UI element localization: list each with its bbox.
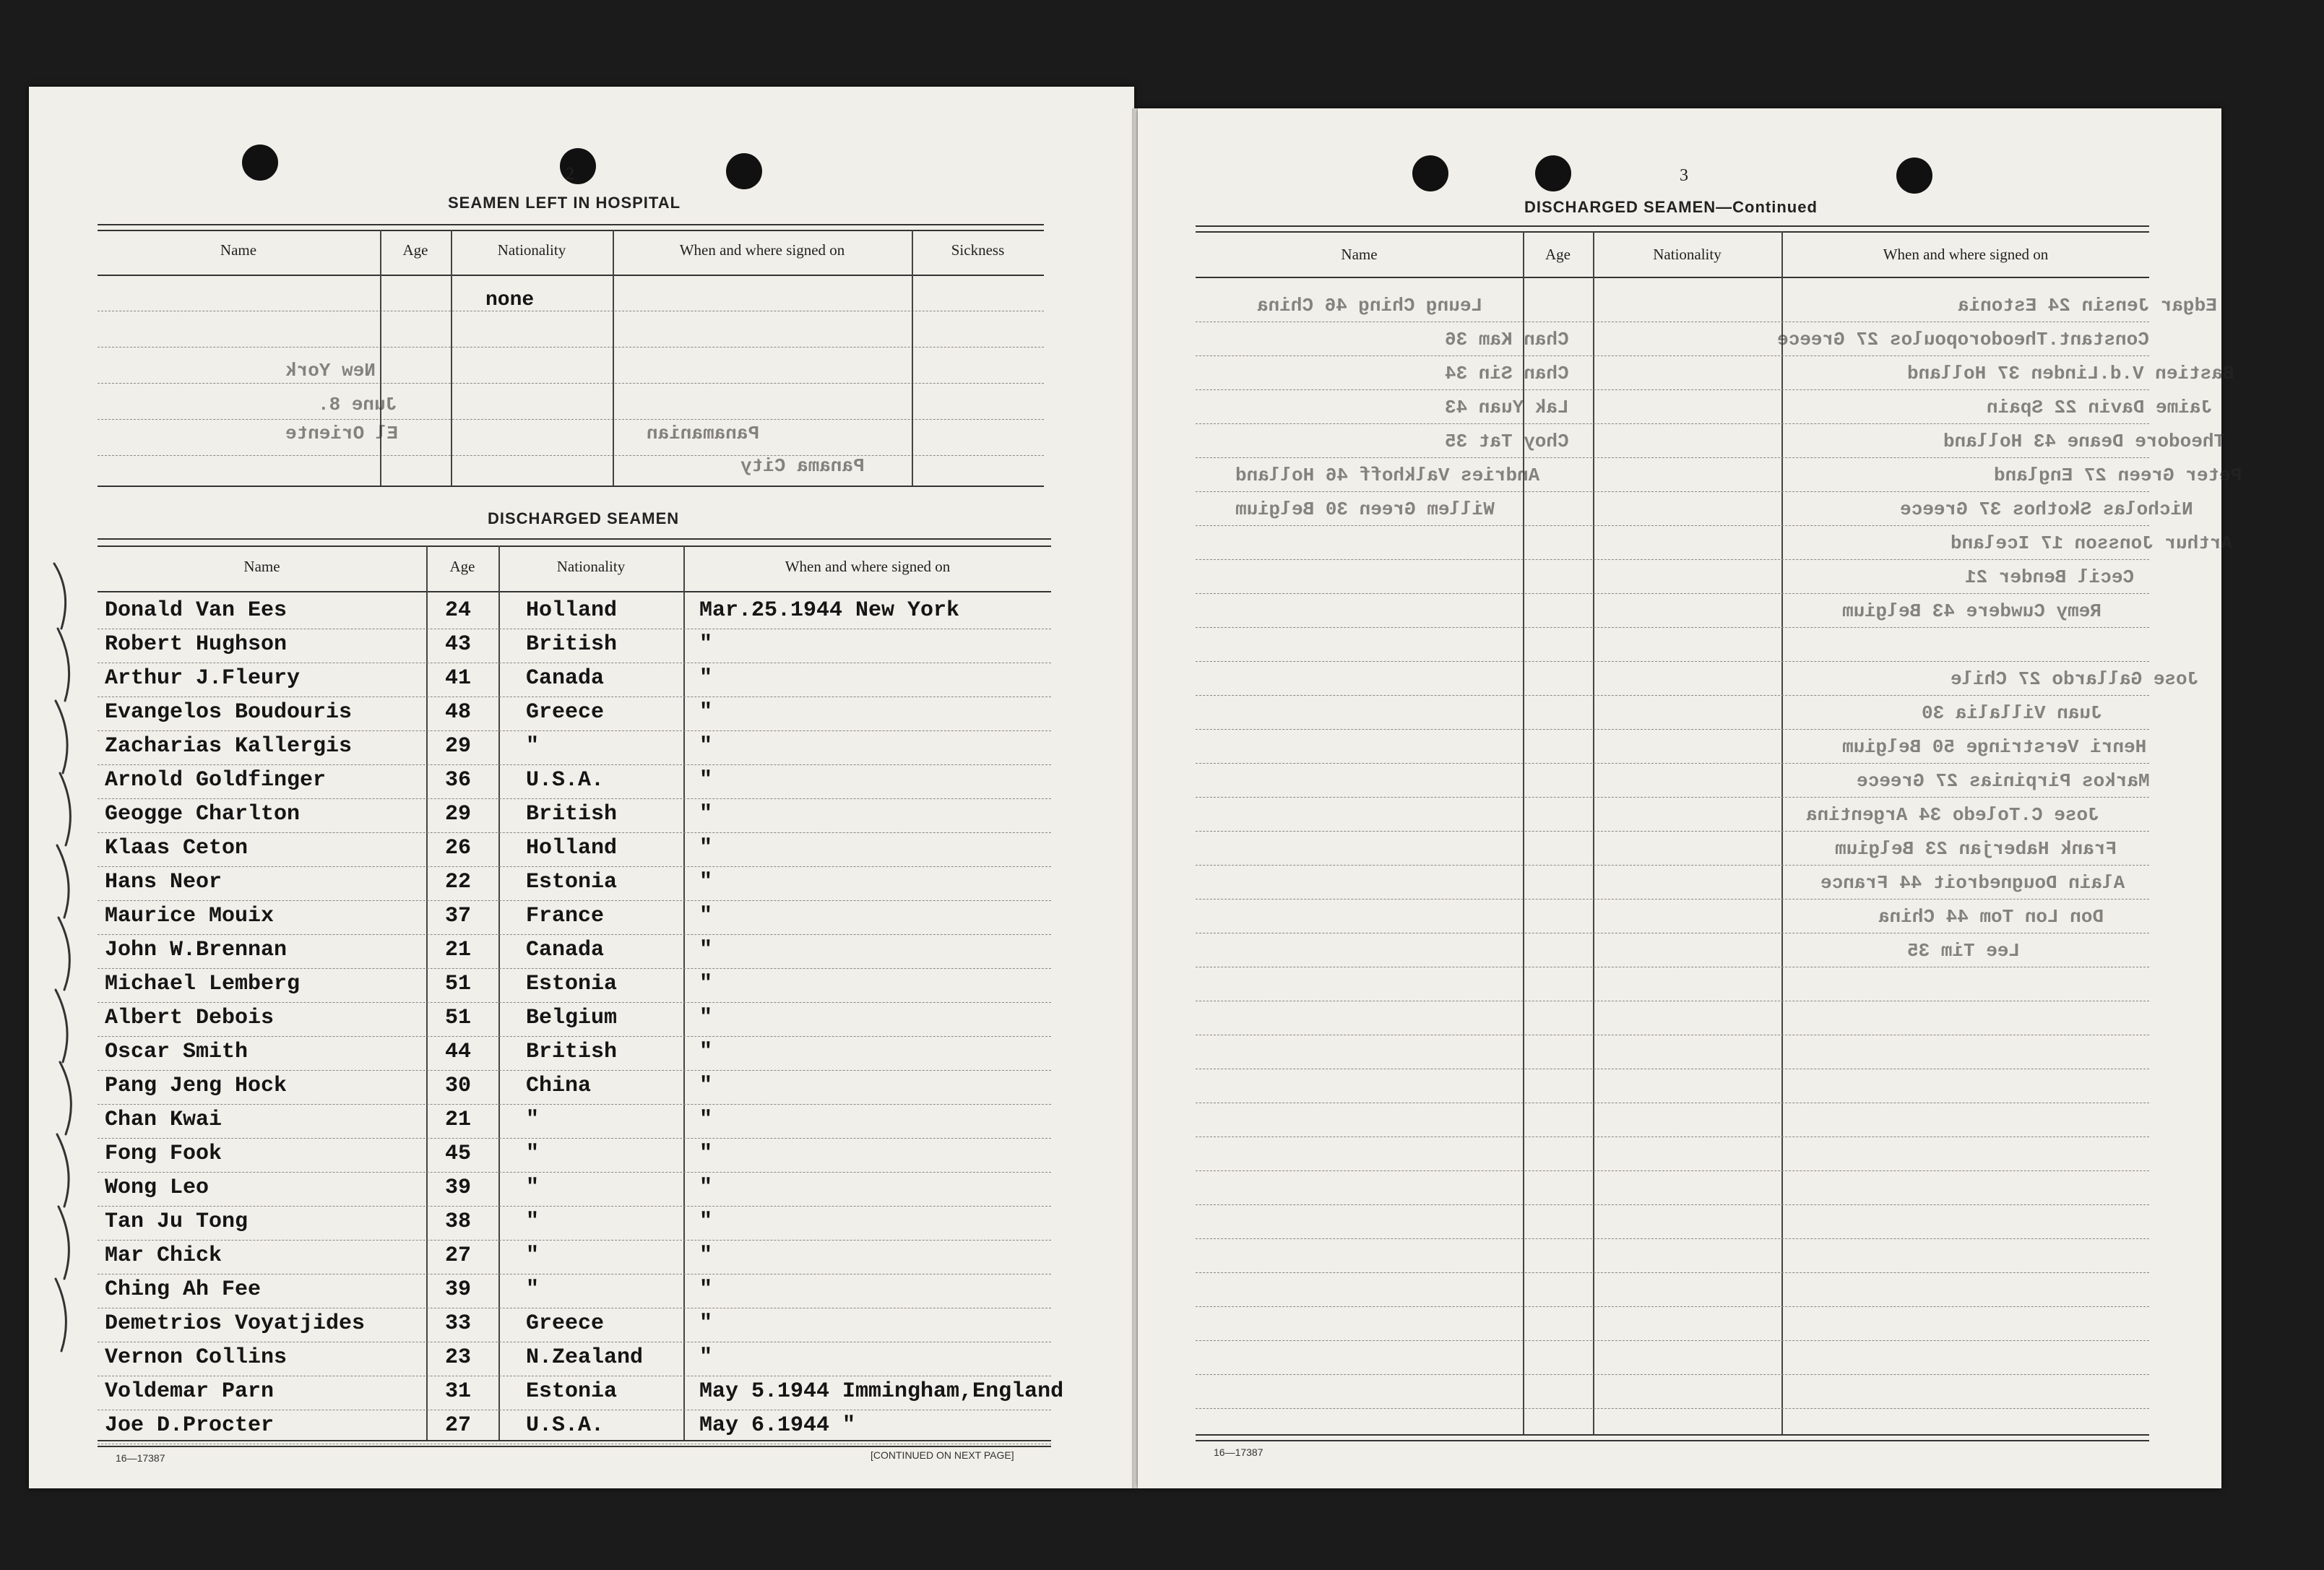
table-cell-age: 27 bbox=[445, 1413, 472, 1438]
offset-print: Constant.Theodoropoulos 27 Greece bbox=[1777, 329, 2149, 350]
table-cell-age: 38 bbox=[445, 1209, 472, 1234]
row-rule bbox=[1196, 1170, 2149, 1171]
table-cell-nationality: Estonia bbox=[526, 1379, 618, 1404]
table-cell-signed-on: " bbox=[699, 734, 713, 759]
offset-print: Andries Valkhoff 46 Holland bbox=[1235, 465, 1540, 486]
offset-print: Chan Sin 34 bbox=[1445, 363, 1569, 384]
hospital-heading: SEAMEN LEFT IN HOSPITAL bbox=[448, 194, 681, 212]
discharged-heading: DISCHARGED SEAMEN bbox=[488, 509, 680, 527]
table-cell-signed-on: May 5.1944 Immingham,England bbox=[699, 1379, 1064, 1404]
table-cell-name: Wong Leo bbox=[105, 1176, 209, 1200]
table-cell-signed-on: " bbox=[699, 1176, 713, 1200]
offset-print: Peter Green 27 England bbox=[1994, 465, 2242, 486]
table-cell-nationality: " bbox=[526, 1176, 540, 1200]
table-cell-name: Geogge Charlton bbox=[105, 802, 301, 827]
row-rule bbox=[1196, 763, 2149, 764]
table-cell-nationality: Greece bbox=[526, 700, 605, 725]
row-rule bbox=[1196, 627, 2149, 628]
col-name: Name bbox=[243, 558, 280, 575]
table-cell-age: 27 bbox=[445, 1243, 472, 1268]
row-rule bbox=[98, 1036, 1051, 1037]
col-nationality: Nationality bbox=[556, 558, 626, 575]
offset-print: June 8. bbox=[318, 394, 397, 415]
table-cell-age: 30 bbox=[445, 1074, 472, 1098]
col-name: Name bbox=[220, 241, 257, 259]
row-rule bbox=[98, 900, 1051, 901]
row-rule bbox=[98, 1104, 1051, 1105]
row-rule bbox=[98, 1138, 1051, 1139]
table-cell-age: 21 bbox=[445, 938, 472, 962]
table-cell-age: 44 bbox=[445, 1040, 472, 1064]
table-cell-age: 24 bbox=[445, 598, 472, 623]
table-cell-name: Arthur J.Fleury bbox=[105, 666, 301, 691]
row-rule bbox=[1196, 729, 2149, 730]
margin-tally-marks bbox=[40, 549, 126, 1387]
row-rule bbox=[1196, 695, 2149, 696]
row-rule bbox=[1196, 1374, 2149, 1375]
offset-print: Markos Pirpinias 27 Greece bbox=[1857, 770, 2150, 792]
table-cell-nationality: Holland bbox=[526, 836, 618, 861]
row-rule bbox=[98, 1240, 1051, 1241]
row-rule bbox=[1196, 831, 2149, 832]
row-rule bbox=[98, 832, 1051, 833]
table-cell-nationality: British bbox=[526, 1040, 618, 1064]
row-rule bbox=[98, 1070, 1051, 1071]
table-cell-name: Voldemar Parn bbox=[105, 1379, 275, 1404]
col-signed-on: When and where signed on bbox=[785, 558, 951, 575]
table-cell-signed-on: " bbox=[699, 802, 713, 827]
row-rule bbox=[1196, 355, 2149, 356]
row-rule bbox=[1196, 661, 2149, 662]
table-cell-age: 51 bbox=[445, 972, 472, 996]
table-cell-name: Mar Chick bbox=[105, 1243, 223, 1268]
table-cell-age: 21 bbox=[445, 1108, 472, 1132]
table-cell-nationality: " bbox=[526, 1277, 540, 1302]
table-cell-age: 36 bbox=[445, 768, 472, 793]
form-code: 16—17387 bbox=[1214, 1446, 1263, 1458]
table-cell-signed-on: " bbox=[699, 1277, 713, 1302]
row-rule bbox=[98, 696, 1051, 697]
col-age: Age bbox=[449, 558, 475, 575]
table-cell-signed-on: " bbox=[699, 836, 713, 861]
table-cell-signed-on: " bbox=[699, 700, 713, 725]
offset-print: Alain Dougnedroit 44 France bbox=[1820, 872, 2125, 894]
offset-print: Jose C.Toledo 34 Argentina bbox=[1806, 804, 2099, 826]
offset-print: Arthur Jonsson 17 Iceland bbox=[1951, 532, 2233, 554]
row-rule bbox=[98, 730, 1051, 731]
col-sickness: Sickness bbox=[951, 241, 1005, 259]
row-rule bbox=[98, 1172, 1051, 1173]
table-cell-signed-on: Mar.25.1944 New York bbox=[699, 598, 960, 623]
offset-print: Henri Verstringe 50 Belgium bbox=[1842, 736, 2147, 758]
row-rule bbox=[1196, 1272, 2149, 1273]
punch-hole bbox=[726, 153, 762, 189]
offset-print: Nicholas Skothos 37 Greece bbox=[1900, 499, 2193, 520]
offset-print: Choy Tat 35 bbox=[1445, 431, 1569, 452]
table-cell-nationality: Canada bbox=[526, 666, 605, 691]
table-cell-age: 39 bbox=[445, 1176, 472, 1200]
row-rule bbox=[1196, 1136, 2149, 1137]
offset-print: Jose Gallardo 27 Chile bbox=[1951, 668, 2199, 690]
row-rule bbox=[1196, 389, 2149, 390]
table-cell-signed-on: " bbox=[699, 938, 713, 962]
table-cell-age: 43 bbox=[445, 632, 472, 657]
table-cell-nationality: N.Zealand bbox=[526, 1345, 644, 1370]
punch-hole bbox=[1535, 155, 1571, 191]
col-nationality: Nationality bbox=[1653, 246, 1722, 263]
table-cell-age: 23 bbox=[445, 1345, 472, 1370]
table-cell-signed-on: " bbox=[699, 1311, 713, 1336]
row-rule bbox=[98, 934, 1051, 935]
offset-print: Theodore Deane 43 Holland bbox=[1943, 431, 2226, 452]
col-age: Age bbox=[402, 241, 428, 259]
offset-print: New York bbox=[285, 360, 376, 381]
table-cell-name: Joe D.Procter bbox=[105, 1413, 275, 1438]
row-rule bbox=[1196, 1306, 2149, 1307]
table-cell-signed-on: " bbox=[699, 1209, 713, 1234]
table-cell-name: Ching Ah Fee bbox=[105, 1277, 262, 1302]
page-number: 2 bbox=[566, 165, 574, 184]
row-rule bbox=[98, 764, 1051, 765]
table-cell-age: 31 bbox=[445, 1379, 472, 1404]
table-cell-name: Evangelos Boudouris bbox=[105, 700, 353, 725]
table-cell-age: 48 bbox=[445, 700, 472, 725]
table-cell-age: 51 bbox=[445, 1006, 472, 1030]
table-cell-age: 39 bbox=[445, 1277, 472, 1302]
table-cell-name: Fong Fook bbox=[105, 1142, 223, 1166]
offset-print: El Oriente bbox=[285, 423, 399, 444]
table-cell-nationality: Greece bbox=[526, 1311, 605, 1336]
offset-print: Edgar Jensin 24 Estonia bbox=[1958, 295, 2217, 316]
offset-print: Jaime Davin 22 Spain bbox=[1987, 397, 2213, 418]
col-signed-on: When and where signed on bbox=[679, 241, 845, 259]
page-number: 3 bbox=[1680, 166, 1688, 185]
table-cell-age: 37 bbox=[445, 904, 472, 928]
table-cell-name: Vernon Collins bbox=[105, 1345, 288, 1370]
row-rule bbox=[1196, 423, 2149, 424]
table-cell-name: Demetrios Voyatjides bbox=[105, 1311, 366, 1336]
row-rule bbox=[98, 798, 1051, 799]
table-cell-name: Tan Ju Tong bbox=[105, 1209, 249, 1234]
table-cell-name: Oscar Smith bbox=[105, 1040, 249, 1064]
table-cell-nationality: Canada bbox=[526, 938, 605, 962]
col-age: Age bbox=[1545, 246, 1571, 263]
table-cell-name: Robert Hughson bbox=[105, 632, 288, 657]
row-rule bbox=[1196, 457, 2149, 458]
table-cell-nationality: France bbox=[526, 904, 605, 928]
offset-print: Lak Yuan 43 bbox=[1445, 397, 1569, 418]
table-cell-name: Maurice Mouix bbox=[105, 904, 275, 928]
table-cell-name: Albert Debois bbox=[105, 1006, 275, 1030]
table-cell-name: Klaas Ceton bbox=[105, 836, 249, 861]
table-cell-signed-on: " bbox=[699, 1006, 713, 1030]
table-cell-name: Michael Lemberg bbox=[105, 972, 301, 996]
form-code: 16—17387 bbox=[116, 1452, 165, 1464]
col-name: Name bbox=[1341, 246, 1378, 263]
table-cell-signed-on: " bbox=[699, 904, 713, 928]
offset-print: Frank Haberjan 23 Belgium bbox=[1835, 838, 2117, 860]
table-cell-age: 33 bbox=[445, 1311, 472, 1336]
table-cell-nationality: British bbox=[526, 802, 618, 827]
table-cell-name: Donald Van Ees bbox=[105, 598, 288, 623]
table-cell-signed-on: " bbox=[699, 870, 713, 894]
row-rule bbox=[1196, 1204, 2149, 1205]
table-cell-nationality: British bbox=[526, 632, 618, 657]
offset-print: Remy Cuwdere 43 Belgium bbox=[1842, 600, 2101, 622]
offset-print: Leung Ching 46 China bbox=[1257, 295, 1483, 316]
table-cell-age: 26 bbox=[445, 836, 472, 861]
row-rule bbox=[1196, 491, 2149, 492]
continued-note: [CONTINUED ON NEXT PAGE] bbox=[871, 1449, 1014, 1461]
table-cell-nationality: Estonia bbox=[526, 972, 618, 996]
table-cell-signed-on: " bbox=[699, 972, 713, 996]
table-cell-nationality: U.S.A. bbox=[526, 768, 605, 793]
punch-hole bbox=[242, 145, 278, 181]
row-rule bbox=[1196, 1340, 2149, 1341]
table-cell-signed-on: " bbox=[699, 768, 713, 793]
table-cell-name: Zacharias Kallergis bbox=[105, 734, 353, 759]
row-rule bbox=[98, 1002, 1051, 1003]
table-cell-signed-on: " bbox=[699, 666, 713, 691]
row-rule bbox=[1196, 593, 2149, 594]
row-rule bbox=[1196, 797, 2149, 798]
table-cell-signed-on: " bbox=[699, 632, 713, 657]
table-cell-nationality: " bbox=[526, 1142, 540, 1166]
table-cell-name: Pang Jeng Hock bbox=[105, 1074, 288, 1098]
row-rule bbox=[1196, 899, 2149, 900]
table-cell-age: 29 bbox=[445, 734, 472, 759]
table-cell-name: John W.Brennan bbox=[105, 938, 288, 962]
table-cell-name: Hans Neor bbox=[105, 870, 223, 894]
offset-print: Cecil Bender 21 bbox=[1965, 566, 2135, 588]
table-cell-nationality: Estonia bbox=[526, 870, 618, 894]
offset-print: Panama City bbox=[740, 455, 865, 477]
offset-print: Willem Green 30 Belgium bbox=[1235, 499, 1495, 520]
punch-hole bbox=[1412, 155, 1448, 191]
table-cell-signed-on: May 6.1944 " bbox=[699, 1413, 856, 1438]
row-rule bbox=[98, 968, 1051, 969]
offset-print: Chan Kam 36 bbox=[1445, 329, 1569, 350]
row-rule bbox=[98, 866, 1051, 867]
col-nationality: Nationality bbox=[497, 241, 566, 259]
row-rule bbox=[1196, 865, 2149, 866]
offset-print: Don Lon Tom 44 China bbox=[1878, 906, 2104, 928]
table-cell-nationality: " bbox=[526, 1108, 540, 1132]
offset-print: Juan Villalia 30 bbox=[1922, 702, 2102, 724]
offset-print: Lee Tim 35 bbox=[1907, 940, 2021, 962]
table-cell-age: 41 bbox=[445, 666, 472, 691]
table-cell-signed-on: " bbox=[699, 1040, 713, 1064]
table-cell-age: 45 bbox=[445, 1142, 472, 1166]
continued-heading: DISCHARGED SEAMEN—Continued bbox=[1524, 198, 1818, 216]
table-cell-signed-on: " bbox=[699, 1108, 713, 1132]
table-cell-nationality: Belgium bbox=[526, 1006, 618, 1030]
table-cell-nationality: " bbox=[526, 734, 540, 759]
table-cell-signed-on: " bbox=[699, 1243, 713, 1268]
punch-hole bbox=[1896, 158, 1932, 194]
table-cell-signed-on: " bbox=[699, 1074, 713, 1098]
row-rule bbox=[98, 1206, 1051, 1207]
table-cell-nationality: U.S.A. bbox=[526, 1413, 605, 1438]
row-rule bbox=[1196, 559, 2149, 560]
table-cell-nationality: " bbox=[526, 1209, 540, 1234]
table-cell-name: Chan Kwai bbox=[105, 1108, 223, 1132]
table-cell-nationality: Holland bbox=[526, 598, 618, 623]
row-rule bbox=[1196, 1238, 2149, 1239]
offset-print: Panamanian bbox=[647, 423, 760, 444]
offset-print: Bastien V.d.Linden 37 Holland bbox=[1907, 363, 2234, 384]
col-signed-on: When and where signed on bbox=[1883, 246, 2049, 263]
table-cell-signed-on: " bbox=[699, 1142, 713, 1166]
table-cell-signed-on: " bbox=[699, 1345, 713, 1370]
row-rule bbox=[1196, 1408, 2149, 1409]
row-rule bbox=[1196, 525, 2149, 526]
table-cell-age: 29 bbox=[445, 802, 472, 827]
table-cell-nationality: " bbox=[526, 1243, 540, 1268]
table-cell-name: Arnold Goldfinger bbox=[105, 768, 327, 793]
table-cell-nationality: China bbox=[526, 1074, 592, 1098]
table-cell-age: 22 bbox=[445, 870, 472, 894]
hospital-none-entry: none bbox=[485, 289, 535, 311]
